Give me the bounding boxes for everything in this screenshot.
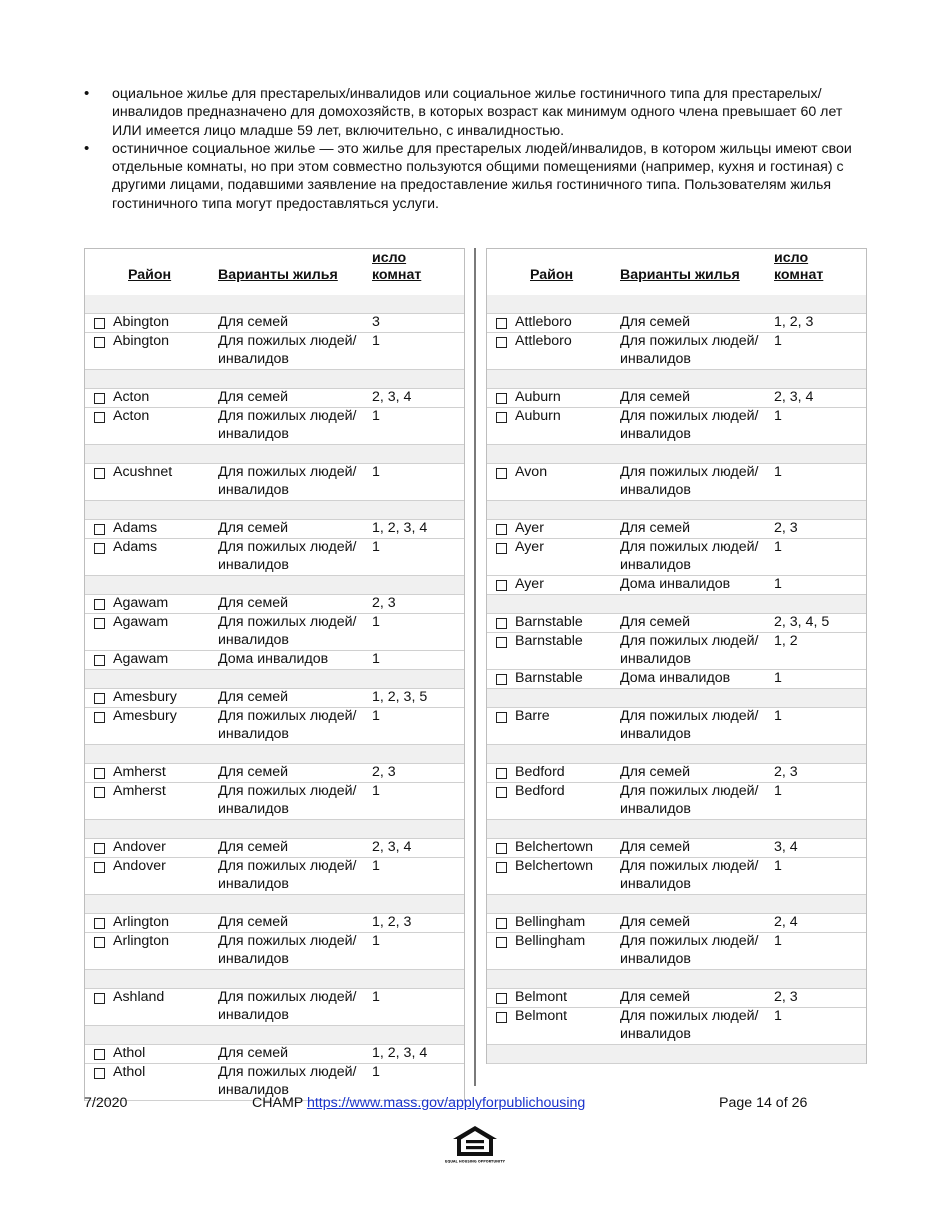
checkbox[interactable] [94, 787, 105, 798]
checkbox[interactable] [496, 468, 507, 479]
checkbox[interactable] [94, 712, 105, 723]
town-cell: Ayer [515, 520, 544, 536]
housing-type-cell: Для пожилых людей/инвалидов [620, 708, 759, 742]
spacer-row [85, 501, 464, 520]
housing-type-cell: Для пожилых людей/инвалидов [620, 933, 759, 967]
rooms-cell: 2, 4 [774, 914, 798, 930]
checkbox[interactable] [496, 318, 507, 329]
header-rooms: исло комнат [372, 250, 422, 283]
housing-type-cell: Для семей [218, 839, 289, 855]
rooms-cell: 1 [774, 464, 782, 480]
rooms-cell: 2, 3 [774, 520, 798, 536]
housing-type-cell: Для семей [620, 614, 691, 630]
housing-type-cell: Для семей [620, 314, 691, 330]
footer-champ-label: CHAMP [252, 1095, 303, 1111]
spacer-row [85, 295, 464, 314]
table-row [85, 389, 464, 408]
rooms-cell: 2, 3, 4 [372, 389, 412, 405]
town-cell: Acton [113, 408, 150, 424]
town-cell: Agawam [113, 595, 169, 611]
spacer-row [487, 501, 866, 520]
town-cell: Abington [113, 314, 170, 330]
housing-type-cell: Для семей [620, 989, 691, 1005]
table-row [487, 389, 866, 408]
housing-table-right [486, 248, 867, 1064]
housing-type-cell: Дома инвалидов [620, 576, 731, 592]
spacer-row [85, 970, 464, 989]
checkbox[interactable] [496, 524, 507, 535]
table-row [85, 333, 464, 370]
town-cell: Adams [113, 539, 158, 555]
town-cell: Acton [113, 389, 150, 405]
town-cell: Barnstable [515, 633, 583, 649]
table-row [487, 708, 866, 745]
housing-type-cell: Для семей [620, 914, 691, 930]
housing-type-cell: Для пожилых людей/инвалидов [620, 858, 759, 892]
housing-type-cell: Для пожилых людей/инвалидов [620, 633, 759, 667]
rooms-cell: 1 [372, 614, 380, 630]
rooms-cell: 1 [372, 464, 380, 480]
table-row [487, 1008, 866, 1045]
housing-type-cell: Для пожилых людей/инвалидов [218, 783, 357, 817]
town-cell: Belmont [515, 989, 568, 1005]
housing-type-cell: Для пожилых людей/инвалидов [218, 858, 357, 892]
table-row [85, 858, 464, 895]
checkbox[interactable] [94, 468, 105, 479]
table-row [85, 314, 464, 333]
town-cell: Belchertown [515, 858, 594, 874]
footer-champ [252, 1094, 585, 1112]
housing-type-cell: Дома инвалидов [218, 651, 329, 667]
housing-type-cell: Для семей [620, 520, 691, 536]
table-row [487, 839, 866, 858]
table-row [487, 783, 866, 820]
rooms-cell: 1 [774, 858, 782, 874]
checkbox[interactable] [496, 412, 507, 423]
checkbox[interactable] [94, 918, 105, 929]
rooms-cell: 1, 2 [774, 633, 798, 649]
town-cell: Abington [113, 333, 170, 349]
rooms-cell: 1 [372, 858, 380, 874]
header-town: Район [128, 267, 172, 283]
town-cell: Adams [113, 520, 158, 536]
spacer-row [85, 370, 464, 389]
checkbox[interactable] [94, 993, 105, 1004]
table-row [85, 914, 464, 933]
housing-type-cell: Для пожилых людей/инвалидов [218, 1064, 357, 1098]
checkbox[interactable] [496, 712, 507, 723]
checkbox[interactable] [94, 937, 105, 948]
spacer-row [487, 370, 866, 389]
checkbox[interactable] [496, 580, 507, 591]
town-cell: Amesbury [113, 689, 177, 705]
rooms-cell: 1 [774, 933, 782, 949]
spacer-row [487, 970, 866, 989]
table-row [85, 520, 464, 539]
bullet-elderly-housing: • оциальное жилье для престарелых/инвалидов или социальное жилье гостиничного типа для престарелых/инвалидов предназначено для домохозяйств, в которых возраст как минимум одного члена превышает 60 лет ИЛИ имеется лицо младше 59 лет, включительно, с инвалидностью. [84, 85, 874, 140]
rooms-cell: 1 [774, 333, 782, 349]
housing-type-cell: Для семей [218, 914, 289, 930]
rooms-cell: 3, 4 [774, 839, 798, 855]
header-housing-type: Варианты жилья [620, 267, 740, 283]
town-cell: Athol [113, 1045, 146, 1061]
page-number: Page 14 of 26 [719, 1095, 808, 1111]
checkbox[interactable] [94, 768, 105, 779]
table-row [487, 314, 866, 333]
spacer-row [85, 745, 464, 764]
housing-type-cell: Для семей [620, 389, 691, 405]
housing-type-cell: Для пожилых людей/инвалидов [218, 464, 357, 498]
housing-type-cell: Для пожилых людей/инвалидов [620, 1008, 759, 1042]
town-cell: Agawam [113, 651, 169, 667]
rooms-cell: 1 [372, 333, 380, 349]
checkbox[interactable] [94, 393, 105, 404]
town-cell: Ayer [515, 576, 544, 592]
header-rooms: исло комнат [774, 250, 824, 283]
table-rows [487, 295, 866, 1064]
rooms-cell: 2, 3 [774, 764, 798, 780]
rooms-cell: 2, 3, 4 [372, 839, 412, 855]
rooms-cell: 1 [372, 989, 380, 1005]
rooms-cell: 2, 3, 4, 5 [774, 614, 830, 630]
housing-type-cell: Для пожилых людей/инвалидов [218, 708, 357, 742]
rooms-cell: 1 [372, 783, 380, 799]
town-cell: Bellingham [515, 933, 586, 949]
checkbox[interactable] [496, 768, 507, 779]
housing-type-cell: Для пожилых людей/инвалидов [218, 539, 357, 573]
table-row [487, 408, 866, 445]
checkbox[interactable] [94, 412, 105, 423]
table-row [487, 614, 866, 633]
spacer-row [487, 1045, 866, 1064]
checkbox[interactable] [496, 674, 507, 685]
town-cell: Barre [515, 708, 550, 724]
checkbox[interactable] [94, 1068, 105, 1079]
table-row [487, 633, 866, 670]
town-cell: Amherst [113, 764, 166, 780]
checkbox[interactable] [94, 843, 105, 854]
table-row [487, 333, 866, 370]
housing-type-cell: Для пожилых людей/инвалидов [218, 933, 357, 967]
rooms-cell: 3 [372, 314, 380, 330]
table-row [85, 539, 464, 576]
eligibility-notes [84, 85, 874, 213]
table-row [487, 539, 866, 576]
rooms-cell: 1 [774, 408, 782, 424]
column-divider [474, 248, 476, 1086]
table-row [487, 576, 866, 595]
checkbox[interactable] [496, 918, 507, 929]
housing-type-cell: Для пожилых людей/инвалидов [620, 783, 759, 817]
table-row [85, 933, 464, 970]
town-cell: Amherst [113, 783, 166, 799]
table-header [85, 249, 464, 295]
checkbox[interactable] [496, 843, 507, 854]
rooms-cell: 1 [774, 670, 782, 686]
rooms-cell: 1 [372, 651, 380, 667]
town-cell: Arlington [113, 933, 169, 949]
rooms-cell: 1, 2, 3, 4 [372, 520, 428, 536]
table-row [487, 464, 866, 501]
housing-type-cell: Для семей [218, 1045, 289, 1061]
checkbox[interactable] [94, 1049, 105, 1060]
spacer-row [85, 445, 464, 464]
rooms-cell: 1 [372, 933, 380, 949]
spacer-row [487, 445, 866, 464]
rooms-cell: 1, 2, 3 [372, 914, 412, 930]
town-cell: Ashland [113, 989, 165, 1005]
town-cell: Ayer [515, 539, 544, 555]
checkbox[interactable] [94, 318, 105, 329]
header-town: Район [530, 267, 574, 283]
checkbox[interactable] [496, 787, 507, 798]
bullet-congregate-housing: • остиничное социальное жилье — это жилье для престарелых людей/инвалидов, в котором жильцы имеют свои отдельные комнаты, но при этом совместно пользуются общими помещениями (например, кухня и гостиная) с другими лицами, подавшими заявление на предоставление жилья гостиничного типа. Пользователям жилья гостиничного типа могут предоставляться услуги. [84, 140, 874, 213]
town-cell: Avon [515, 464, 548, 480]
checkbox[interactable] [94, 655, 105, 666]
town-cell: Andover [113, 858, 166, 874]
town-cell: Andover [113, 839, 166, 855]
town-cell: Bedford [515, 764, 565, 780]
housing-type-cell: Для пожилых людей/инвалидов [218, 614, 357, 648]
checkbox[interactable] [94, 862, 105, 873]
checkbox[interactable] [496, 937, 507, 948]
checkbox[interactable] [94, 543, 105, 554]
footer-date: 7/2020 [84, 1095, 128, 1111]
table-row [85, 764, 464, 783]
table-row [85, 595, 464, 614]
spacer-row [487, 820, 866, 839]
checkbox[interactable] [496, 618, 507, 629]
table-row [85, 708, 464, 745]
town-cell: Athol [113, 1064, 146, 1080]
housing-table-left [84, 248, 465, 1101]
rooms-cell: 2, 3 [372, 595, 396, 611]
spacer-row [487, 689, 866, 708]
table-row [85, 989, 464, 1026]
spacer-row [85, 820, 464, 839]
checkbox[interactable] [496, 393, 507, 404]
table-row [487, 933, 866, 970]
town-cell: Acushnet [113, 464, 173, 480]
town-cell: Belmont [515, 1008, 568, 1024]
town-cell: Arlington [113, 914, 169, 930]
rooms-cell: 1 [774, 539, 782, 555]
housing-type-cell: Для пожилых людей/инвалидов [218, 408, 357, 442]
housing-type-cell: Для семей [218, 764, 289, 780]
spacer-row [85, 895, 464, 914]
table-row [85, 783, 464, 820]
checkbox[interactable] [496, 993, 507, 1004]
spacer-row [85, 576, 464, 595]
housing-type-cell: Для пожилых людей/инвалидов [620, 539, 759, 573]
table-row [487, 520, 866, 539]
town-cell: Barnstable [515, 614, 583, 630]
table-row [487, 858, 866, 895]
table-row [487, 914, 866, 933]
spacer-row [487, 295, 866, 314]
town-cell: Amesbury [113, 708, 177, 724]
rooms-cell: 1 [372, 539, 380, 555]
checkbox[interactable] [496, 637, 507, 648]
spacer-row [85, 670, 464, 689]
rooms-cell: 1 [774, 708, 782, 724]
housing-type-cell: Для семей [620, 839, 691, 855]
rooms-cell: 1 [774, 1008, 782, 1024]
table-row [85, 651, 464, 670]
housing-type-cell: Дома инвалидов [620, 670, 731, 686]
housing-type-cell: Для семей [218, 689, 289, 705]
spacer-row [487, 595, 866, 614]
rooms-cell: 1 [372, 408, 380, 424]
housing-type-cell: Для пожилых людей/инвалидов [218, 333, 357, 367]
town-cell: Auburn [515, 408, 561, 424]
checkbox[interactable] [94, 618, 105, 629]
town-cell: Agawam [113, 614, 169, 630]
town-cell: Bellingham [515, 914, 586, 930]
rooms-cell: 1, 2, 3, 4 [372, 1045, 428, 1061]
town-cell: Attleboro [515, 333, 572, 349]
table-row [487, 989, 866, 1008]
checkbox[interactable] [94, 693, 105, 704]
table-row [85, 408, 464, 445]
apply-link[interactable]: https://www.mass.gov/applyforpublichousing [306, 1095, 586, 1111]
housing-type-cell: Для пожилых людей/инвалидов [620, 464, 759, 498]
spacer-row [487, 895, 866, 914]
town-cell: Attleboro [515, 314, 572, 330]
table-header [487, 249, 866, 295]
rooms-cell: 1 [372, 708, 380, 724]
checkbox[interactable] [94, 337, 105, 348]
checkbox[interactable] [496, 1012, 507, 1023]
checkbox[interactable] [94, 599, 105, 610]
rooms-cell: 1 [774, 783, 782, 799]
town-cell: Auburn [515, 389, 561, 405]
checkbox[interactable] [94, 524, 105, 535]
housing-type-cell: Для пожилых людей/инвалидов [620, 333, 759, 367]
header-housing-type: Варианты жилья [218, 267, 338, 283]
housing-type-cell: Для семей [218, 314, 289, 330]
rooms-cell: 2, 3 [774, 989, 798, 1005]
town-cell: Bedford [515, 783, 565, 799]
logo-text: EQUAL HOUSING OPPORTUNITY [445, 1159, 505, 1164]
checkbox[interactable] [496, 862, 507, 873]
table-row [487, 670, 866, 689]
spacer-row [487, 745, 866, 764]
rooms-cell: 1, 2, 3 [774, 314, 814, 330]
table-row [85, 614, 464, 651]
equal-housing-logo-icon [445, 1125, 505, 1165]
table-row [85, 689, 464, 708]
housing-type-cell: Для пожилых людей/инвалидов [620, 408, 759, 442]
housing-type-cell: Для пожилых людей/инвалидов [218, 989, 357, 1023]
table-row [85, 1045, 464, 1064]
housing-type-cell: Для семей [218, 595, 289, 611]
rooms-cell: 2, 3 [372, 764, 396, 780]
rooms-cell: 1 [774, 576, 782, 592]
table-row [487, 764, 866, 783]
housing-type-cell: Для семей [620, 764, 691, 780]
rooms-cell: 2, 3, 4 [774, 389, 814, 405]
rooms-cell: 1, 2, 3, 5 [372, 689, 428, 705]
table-row [85, 839, 464, 858]
table-rows [85, 295, 464, 1101]
checkbox[interactable] [496, 543, 507, 554]
housing-type-cell: Для семей [218, 389, 289, 405]
town-cell: Belchertown [515, 839, 594, 855]
table-row [85, 464, 464, 501]
housing-type-cell: Для семей [218, 520, 289, 536]
rooms-cell: 1 [372, 1064, 380, 1080]
spacer-row [85, 1026, 464, 1045]
checkbox[interactable] [496, 337, 507, 348]
town-cell: Barnstable [515, 670, 583, 686]
